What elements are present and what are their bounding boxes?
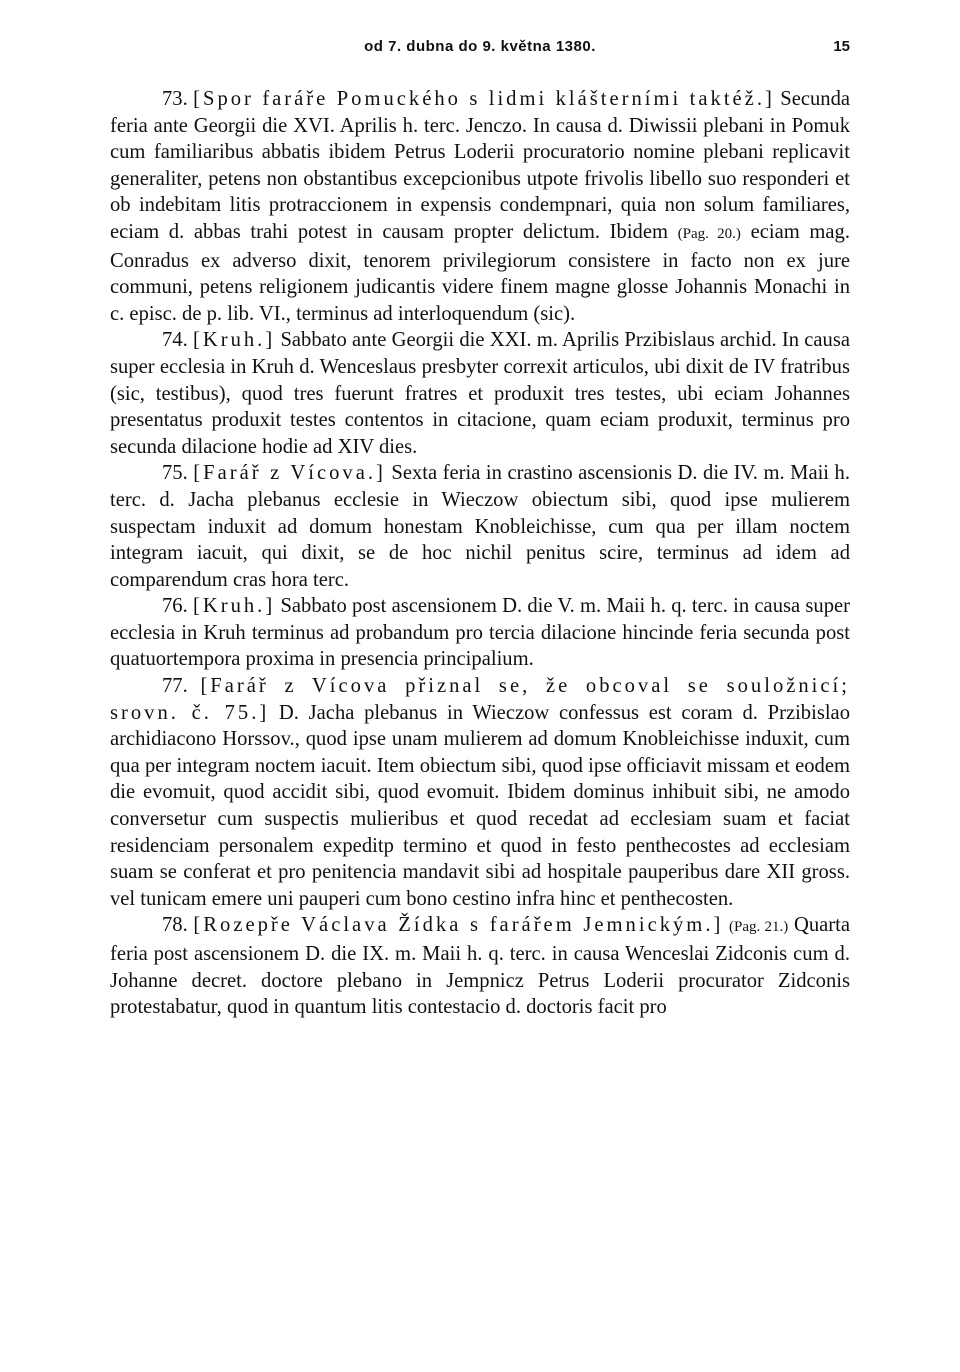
entry-number: 77. <box>162 675 188 698</box>
entry-text: Sabbato ante Georgii die XXI. m. Aprilis Przibislaus archid. In causa super ecclesia in Kruh d. Wenceslaus presbyter correxit articulos, ubi dixit de IV fratribus (sic, testibus), quod tres fuerunt fratres et produxit tres testes, ubi eciam Johannes presentatus produxit testes contentos in citacione, quam eciam produxit, terminus pro secunda dilacione hodie ad XIV dies. <box>110 329 851 458</box>
entry-74 <box>110 327 850 460</box>
document-body <box>110 86 850 1021</box>
entry-subject: [Farář z Vícova přiznal se, že obcoval se souložnicí; srovn. č. 75.] <box>110 675 850 724</box>
entry-subject: [Kruh.] <box>193 595 276 618</box>
entry-76 <box>110 593 850 673</box>
entry-text: Sexta feria in crastino ascensionis D. die IV. m. Maii h. terc. d. Jacha plebanus ecclesie in Wieczow obiectum sibi, quod ipse mulierem suspectam induxit ad domum honestam Knobleichisse, cum qua per illam noctem integram iacuit, qui dixit, se de hoc nichil penitus scire, terminus ad idem ad comparendum cras hora terc. <box>110 462 850 591</box>
entry-73 <box>110 86 850 327</box>
entry-subject: [Kruh.] <box>193 329 276 352</box>
entry-77 <box>110 673 850 912</box>
entry-text: D. Jacha plebanus in Wieczow confessus est coram d. Przibislao archidiacono Horssov., quod ipse unam mulierem ad domum Knobleichisse induxit, cum qua per integram noctem iacuit. Item obiectum sibi, quod ipse officiavit missam et eodem die evomuit, quod accidit sibi, quod evomuit. Ibidem dominus inhibuit sibi, ne amodo conversetur cum suspectis mulieribus et quod recedat ad ecclesiam suam et faciat residenciam personalem expeditp termino et quod in festo penthecostes ad ecclesiam suam se conferat et pro penitencia mandavit sibi ad hospitale pauperibus dare XII gross. vel tunicam emere uni pauperi cum bono cestino infra hinc et penthecosten. <box>110 701 850 910</box>
entry-number: 76. <box>162 595 188 618</box>
entry-number: 78. <box>162 914 188 937</box>
entry-text: Quarta feria post ascensionem D. die IX. m. Maii h. q. terc. in causa Wenceslai Zidconis cum d. Johanne decret. doctore plebano in Jempnicz Petrus Loderii procurator Zidconis protestabatur, quod in quantum litis contestacio d. doctoris facit pro <box>110 914 850 1019</box>
entry-number: 73. <box>162 88 188 110</box>
entry-subject: [Farář z Vícova.] <box>193 462 386 485</box>
running-title: od 7. dubna do 9. května 1380. <box>364 38 596 55</box>
entry-75 <box>110 460 850 593</box>
page-header <box>110 38 850 60</box>
page-number: 15 <box>833 38 850 55</box>
entry-subject: [Rozepře Václava Žídka s farářem Jemnickým.] <box>193 914 724 937</box>
entry-number: 75. <box>162 462 188 485</box>
entry-number: 74. <box>162 329 188 352</box>
page-reference: (Pag. 20.) <box>677 225 741 242</box>
entry-78 <box>110 912 850 1020</box>
entry-text: Secunda feria ante Georgii die XVI. Aprilis h. terc. Jenczo. In causa d. Diwissii plebani in Pomuk cum familiaribus abbatis ibidem Petrus Loderii procuratorio nomine plebani replicavit generaliter, petens non obstantibus excepcionibus utpote frivolis libello suo responderi et ob indebitam litis protraccionem in expensis condempnari, quia non solum familiares, eciam d. abbas trahi potest in causam propter delictum. Ibidem <box>110 88 851 243</box>
entry-text-continued: eciam mag. Conradus ex adverso dixit, tenorem privilegiorum consistere in facto non ex jure communi, petens religionem judicantis videre finem magne glosse Johannis Monachi in c. episc. de p. lib. VI., terminus ad interloquendum (sic). <box>110 220 851 325</box>
entry-text: Sabbato post ascensionem D. die V. m. Maii h. q. terc. in causa super ecclesia in Kruh terminus ad probandum pro tercia dilacione hincinde feria secunda post quatuortempora proxima in presencia principalium. <box>110 595 850 671</box>
entry-subject: [Spor faráře Pomuckého s lidmi klášterními taktéž.] <box>193 88 775 110</box>
page-reference: (Pag. 21.) <box>729 919 789 936</box>
